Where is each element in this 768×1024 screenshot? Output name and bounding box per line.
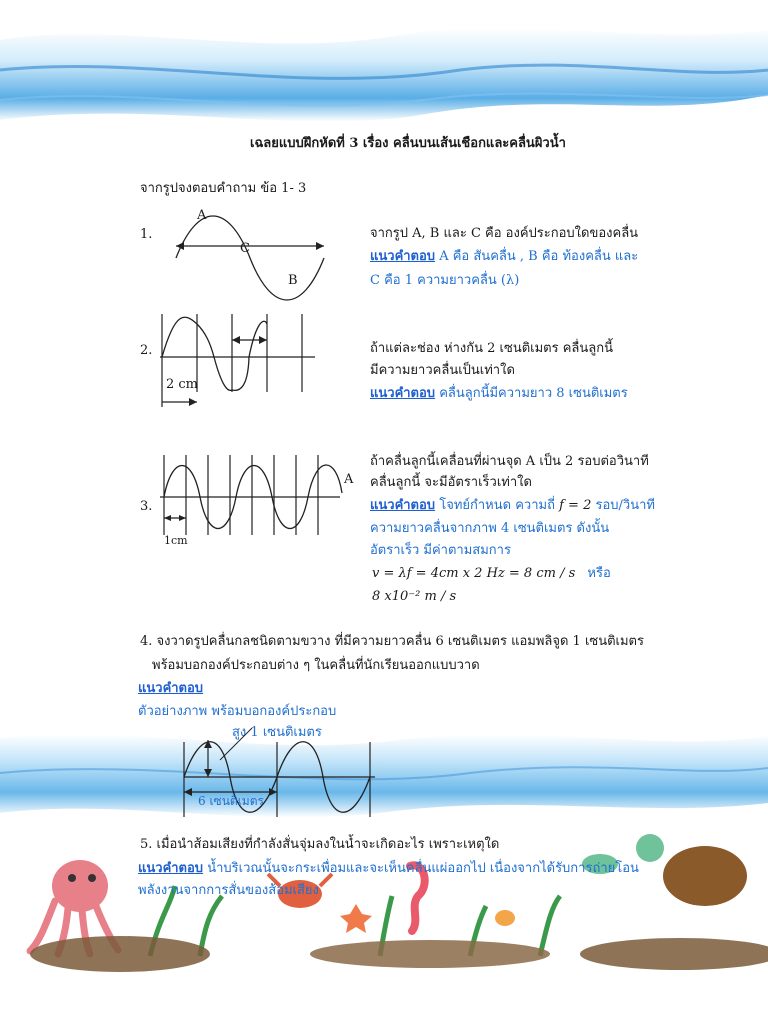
q5-answer-row — [138, 860, 639, 878]
q3-scale-label: 1cm — [164, 534, 188, 547]
q3-question-line2: คลื่นลูกนี้ จะมีอัตราเร็วเท่าใด — [370, 475, 532, 490]
q5-answer-line1: น้ำบริเวณนั้นจะกระเพื่อมและจะเห็นคลื่นแผ่ออกไป เนื่องจากได้รับการถ่ายโอน — [207, 861, 639, 876]
q1-label-a: A — [197, 208, 207, 223]
q3-formula-row — [372, 565, 611, 583]
q3-answer-row1 — [370, 497, 655, 515]
q3-number: 3. — [140, 499, 153, 514]
instruction-text: จากรูปจงตอบคำถาม ข้อ 1- 3 — [140, 181, 307, 196]
q2-question-line2: มีความยาวคลื่นเป็นเท่าใด — [370, 363, 515, 378]
q5-question: 5. เมื่อนำส้อมเสียงที่กำลังสั่นจุ่มลงในน้ำจะเกิดอะไร เพราะเหตุใด — [140, 837, 500, 852]
q2-question-line1: ถ้าแต่ละช่อง ห่างกัน 2 เซนติเมตร คลื่นลูกนี้ — [370, 341, 614, 356]
q2-answer-label: แนวคำตอบ — [370, 386, 436, 401]
jellyfish-icon — [52, 860, 108, 912]
q3-answer-line1b: รอบ/วินาที — [595, 498, 655, 513]
q2-wave-diagram — [160, 312, 320, 412]
q4-answer-desc: ตัวอย่างภาพ พร้อมบอกองค์ประกอบ — [138, 704, 337, 719]
q1-label-b: B — [288, 273, 298, 288]
q1-answer-line1: A คือ สันคลื่น , B คือ ท้องคลื่น และ — [439, 249, 639, 264]
q5-answer-label: แนวคำตอบ — [138, 861, 204, 876]
q3-formula-or: หรือ — [587, 566, 611, 581]
q5-answer-line2: พลังงานจากการสั่นของส้อมเสียง — [138, 883, 319, 898]
q3-answer-line3: อัตราเร็ว มีค่าตามสมการ — [370, 543, 511, 558]
q3-answer-label: แนวคำตอบ — [370, 498, 436, 513]
q1-number: 1. — [140, 227, 153, 242]
q2-answer: คลื่นลูกนี้มีความยาว 8 เซนติเมตร — [439, 386, 628, 401]
q3-point-label: A — [344, 472, 354, 487]
q1-answer-line2: C คือ 1 ความยาวคลื่น (λ) — [370, 273, 520, 288]
top-water-decoration — [0, 0, 768, 140]
q1-answer-row — [370, 248, 638, 266]
q2-scale-label: 2 cm — [166, 377, 199, 392]
q3-answer-line1: โจทย์กำหนด ความถี่ — [439, 498, 555, 513]
q4-length-label: 6 เซนติเมตร — [198, 794, 264, 808]
q4-answer-label: แนวคำตอบ — [138, 681, 204, 696]
starfish-icon — [340, 904, 372, 933]
q3-formula-f: f = 2 — [559, 498, 592, 513]
page-title: เฉลยแบบฝึกหัดที่ 3 เรื่อง คลื่นบนเส้นเชือกและคลื่นผิวน้ำ — [250, 136, 566, 151]
q1-label-c: C — [240, 241, 250, 256]
q3-formula-v: v = λf = 4cm x 2 Hz = 8 cm / s — [372, 566, 576, 581]
q4-question-line1: 4. จงวาดรูปคลื่นกลชนิดตามขวาง ที่มีความยาวคลื่น 6 เซนติเมตร แอมพลิจูด 1 เซนติเมตร — [140, 634, 644, 649]
q1-question: จากรูป A, B และ C คือ องค์ประกอบใดของคลื่น — [370, 226, 639, 241]
q2-answer-row — [370, 385, 628, 403]
q3-wave-diagram — [160, 455, 350, 545]
q4-question-line2: พร้อมบอกองค์ประกอบต่าง ๆ ในคลื่นที่นักเรียนออกแบบวาด — [152, 658, 480, 673]
q3-question-line1: ถ้าคลื่นลูกนี้เคลื่อนที่ผ่านจุด A เป็น 2 รอบต่อวินาที — [370, 454, 649, 469]
q3-formula-v2: 8 x10⁻² m / s — [372, 589, 457, 604]
snail-icon — [495, 910, 515, 926]
q4-height-label: สูง 1 เซนติเมตร — [232, 725, 322, 740]
q1-answer-label: แนวคำตอบ — [370, 249, 436, 264]
q2-number: 2. — [140, 343, 153, 358]
q3-answer-line2: ความยาวคลื่นจากภาพ 4 เซนติเมตร ดังนั้น — [370, 521, 610, 536]
bottom-water-decoration — [0, 718, 768, 828]
turtle-icon — [663, 846, 747, 906]
